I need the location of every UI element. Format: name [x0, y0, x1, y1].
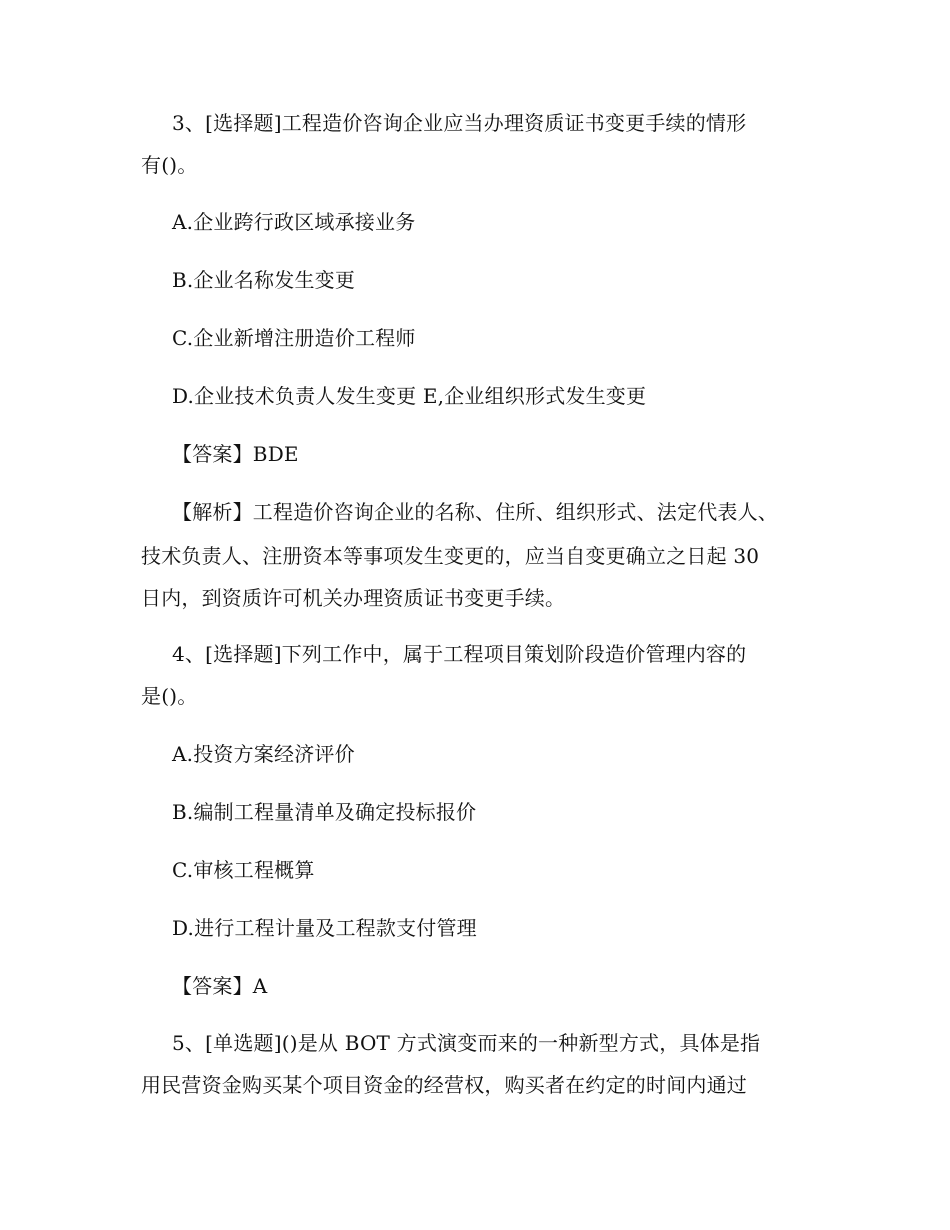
- q3-analysis-line1: 【解析】工程造价咨询企业的名称、住所、组织形式、法定代表人、: [172, 500, 778, 524]
- q4-stem-line1: 4、[选择题]下列工作中，属于工程项目策划阶段造价管理内容的: [172, 642, 747, 666]
- q4-option-a: A.投资方案经济评价: [172, 742, 355, 766]
- q4-stem-line2: 是()。: [141, 684, 198, 708]
- q5-stem-line2: 用民营资金购买某个项目资金的经营权，购买者在约定的时间内通过: [141, 1073, 747, 1097]
- q3-stem-line1: 3、[选择题]工程造价咨询企业应当办理资质证书变更手续的情形: [172, 111, 747, 135]
- q4-option-d: D.进行工程计量及工程款支付管理: [172, 916, 477, 940]
- q4-answer: 【答案】A: [172, 974, 268, 998]
- q4-option-b: B.编制工程量清单及确定投标报价: [172, 800, 477, 824]
- q3-stem-line2: 有()。: [141, 153, 198, 177]
- q3-answer: 【答案】BDE: [172, 442, 299, 466]
- q3-option-a: A.企业跨行政区域承接业务: [172, 210, 416, 234]
- q3-analysis-line3: 日内，到资质许可机关办理资质证书变更手续。: [141, 586, 566, 610]
- q3-option-c: C.企业新增注册造价工程师: [172, 326, 416, 350]
- q3-analysis-line2: 技术负责人、注册资本等事项发生变更的，应当自变更确立之日起 30: [141, 544, 760, 568]
- q3-option-b: B.企业名称发生变更: [172, 268, 356, 292]
- q4-option-c: C.审核工程概算: [172, 858, 315, 882]
- q5-stem-line1: 5、[单选题]()是从 BOT 方式演变而来的一种新型方式，具体是指: [172, 1031, 761, 1055]
- q3-option-d: D.企业技术负责人发生变更 E,企业组织形式发生变更: [172, 384, 647, 408]
